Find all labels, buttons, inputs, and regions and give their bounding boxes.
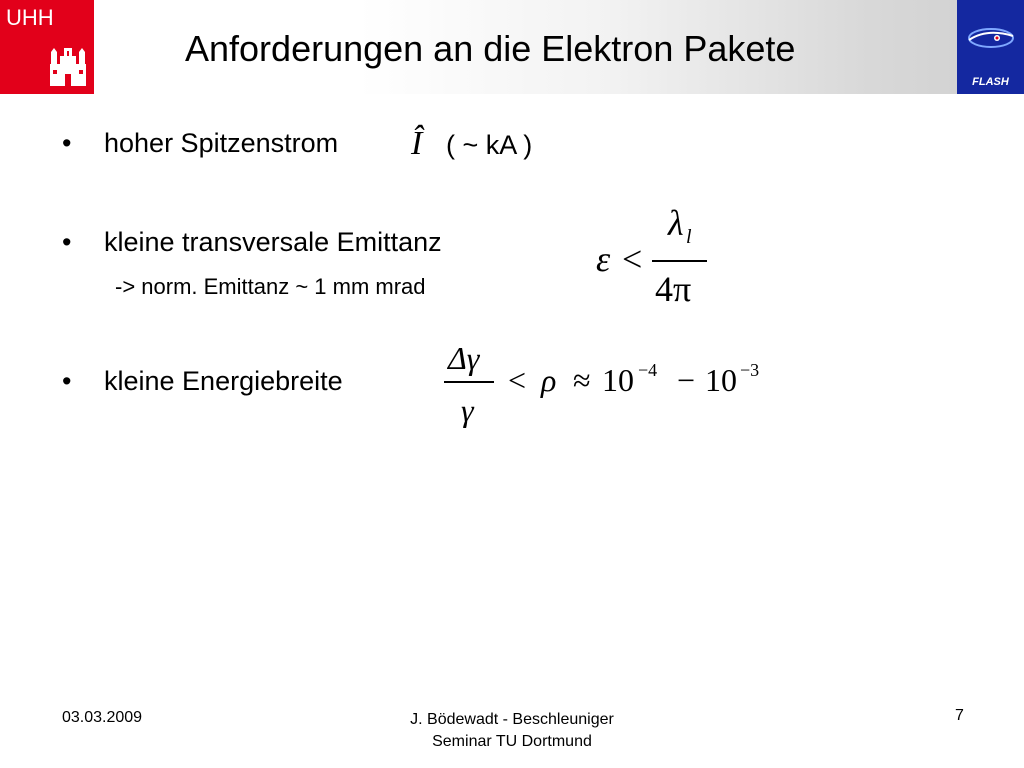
- math-ten: 10: [602, 362, 634, 398]
- math-four-pi: 4π: [655, 269, 692, 309]
- math-delta-gamma: Δγ: [448, 340, 480, 376]
- bullet-marker: •: [62, 366, 72, 396]
- sub-bullet-norm-emittance: -> norm. Emittanz ~ 1 mm mrad: [115, 274, 426, 299]
- math-minus: −: [677, 362, 696, 398]
- math-gamma: γ: [461, 392, 474, 428]
- slide-header: [0, 0, 1024, 94]
- bullet-text: hoher Spitzenstrom: [104, 128, 339, 158]
- math-epsilon: ε: [596, 239, 611, 279]
- uhh-logo-text: UHH: [6, 5, 54, 30]
- math-exponent: −3: [740, 360, 760, 380]
- math-lambda: λ: [668, 203, 684, 243]
- slide-title: Anforderungen an die Elektron Pakete: [185, 28, 796, 69]
- flash-logo: [957, 0, 1024, 94]
- page-number: 7: [955, 707, 964, 724]
- math-peak-current-symbol: Î: [411, 125, 423, 162]
- math-less-than: <: [508, 362, 527, 398]
- fraction-bar: [444, 381, 494, 383]
- bullet-text: kleine Energiebreite: [104, 366, 343, 396]
- bullet-marker: •: [62, 128, 72, 158]
- math-less-than: <: [622, 239, 643, 279]
- bullet-marker: •: [62, 227, 72, 257]
- uhh-logo: [0, 0, 94, 94]
- footer-author-seminar: [362, 709, 662, 753]
- math-lambda-subscript: l: [686, 226, 692, 248]
- flash-logo-text: FLASH: [972, 76, 1009, 88]
- fraction-bar: [652, 260, 707, 262]
- footer-seminar: Seminar TU Dortmund: [432, 733, 592, 750]
- hamburg-castle-icon: [48, 48, 88, 88]
- footer-date: 03.03.2009: [62, 709, 143, 726]
- flash-swirl-icon: [957, 0, 1024, 72]
- math-rho: ρ: [541, 362, 557, 398]
- math-ten: 10: [705, 362, 737, 398]
- math-approx: ≈: [573, 362, 591, 398]
- bullet-text: kleine transversale Emittanz: [104, 227, 442, 257]
- peak-current-range: ( ~ kA ): [446, 130, 533, 160]
- footer-author: J. Bödewadt - Beschleuniger: [410, 711, 614, 728]
- math-exponent: −4: [638, 360, 658, 380]
